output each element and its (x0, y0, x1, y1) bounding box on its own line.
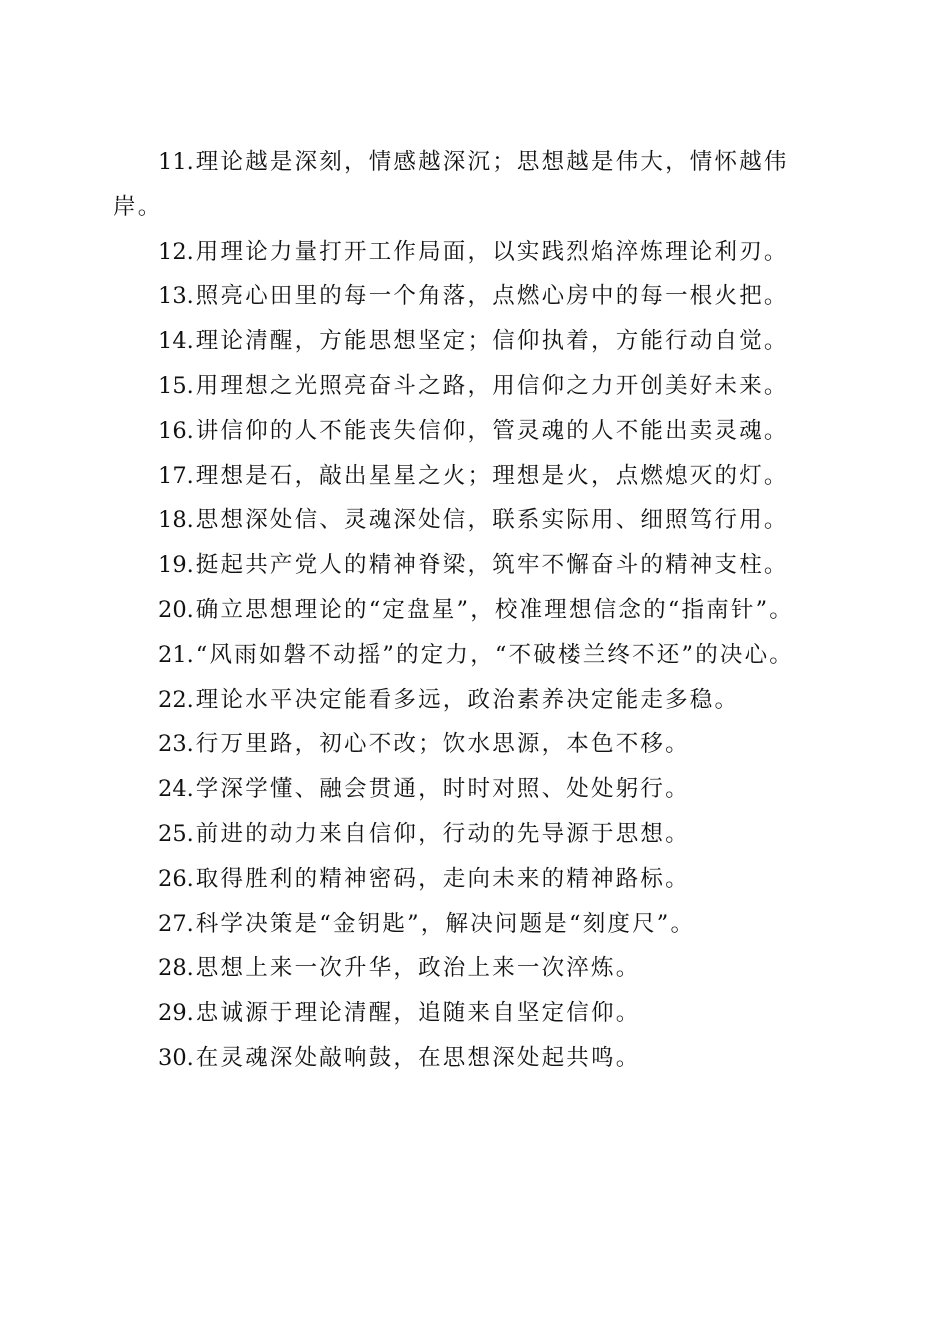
list-item (113, 588, 828, 633)
list-item (113, 946, 828, 991)
list-item (113, 454, 828, 499)
item-text: 思想深处信、灵魂深处信，联系实际用、细照笃行用。 (195, 507, 789, 534)
item-number: 23. (158, 731, 194, 758)
item-text: 学深学懂、融会贯通，时时对照、处处躬行。 (195, 776, 690, 803)
item-text: “风雨如磐不动摇”的定力，“不破楼兰终不还”的决心。 (195, 641, 795, 668)
list-item (113, 991, 828, 1036)
list-item (113, 274, 828, 319)
item-number: 12. (158, 238, 194, 265)
item-number: 19. (158, 552, 194, 579)
item-number: 13. (158, 283, 194, 310)
item-number: 15. (158, 372, 194, 399)
item-text: 忠诚源于理论清醒，追随来自坚定信仰。 (195, 1000, 641, 1027)
list-item (113, 767, 828, 812)
item-text: 取得胜利的精神密码，走向未来的精神路标。 (195, 865, 690, 892)
item-text: 理论清醒，方能思想坚定；信仰执着，方能行动自觉。 (195, 328, 789, 355)
list-item (113, 812, 828, 857)
list-item (113, 543, 828, 588)
item-text: 前进的动力来自信仰，行动的先导源于思想。 (195, 820, 690, 847)
item-text: 理想是石，敲出星星之火；理想是火，点燃熄灭的灯。 (195, 462, 789, 489)
list-item (113, 319, 828, 364)
item-text: 理论水平决定能看多远，政治素养决定能走多稳。 (195, 686, 740, 713)
item-number: 21. (158, 641, 194, 668)
document-body (113, 140, 828, 1081)
item-number: 25. (158, 820, 194, 847)
list-item (113, 722, 828, 767)
item-text: 用理论力量打开工作局面，以实践烈焰淬炼理论利刃。 (195, 238, 789, 265)
item-text: 思想上来一次升华，政治上来一次淬炼。 (195, 955, 641, 982)
list-item (113, 364, 828, 409)
item-number: 11. (158, 149, 194, 175)
item-number: 18. (158, 507, 194, 534)
item-number: 28. (158, 955, 194, 982)
item-number: 26. (158, 865, 194, 892)
item-text: 科学决策是“金钥匙”，解决问题是“刻度尺”。 (195, 910, 696, 937)
item-text: 行万里路，初心不改；饮水思源，本色不移。 (195, 731, 690, 758)
list-item (113, 1036, 828, 1081)
list-item (113, 902, 828, 947)
item-number: 20. (158, 596, 194, 623)
item-number: 30. (158, 1044, 194, 1071)
item-text: 在灵魂深处敲响鼓，在思想深处起共鸣。 (195, 1044, 641, 1071)
item-number: 16. (158, 417, 194, 444)
item-number: 27. (158, 910, 194, 937)
list-item (113, 409, 828, 454)
list-item (113, 678, 828, 723)
list-item (113, 498, 828, 543)
item-number: 29. (158, 1000, 194, 1027)
list-item (113, 230, 828, 275)
item-number: 24. (158, 776, 194, 803)
item-number: 17. (158, 462, 194, 489)
item-text: 照亮心田里的每一个角落，点燃心房中的每一根火把。 (195, 283, 789, 310)
list-item (113, 140, 828, 230)
item-text: 用理想之光照亮奋斗之路，用信仰之力开创美好未来。 (195, 372, 789, 399)
item-text: 确立思想理论的“定盘星”，校准理想信念的“指南针”。 (195, 596, 795, 623)
list-item (113, 633, 828, 678)
list-item (113, 857, 828, 902)
item-number: 22. (158, 686, 194, 713)
item-text: 挺起共产党人的精神脊梁，筑牢不懈奋斗的精神支柱。 (195, 552, 789, 579)
item-text: 讲信仰的人不能丧失信仰，管灵魂的人不能出卖灵魂。 (195, 417, 789, 444)
item-text: 理论越是深刻，情感越深沉；思想越是伟大，情怀越伟岸。 (113, 149, 789, 220)
item-number: 14. (158, 328, 194, 355)
